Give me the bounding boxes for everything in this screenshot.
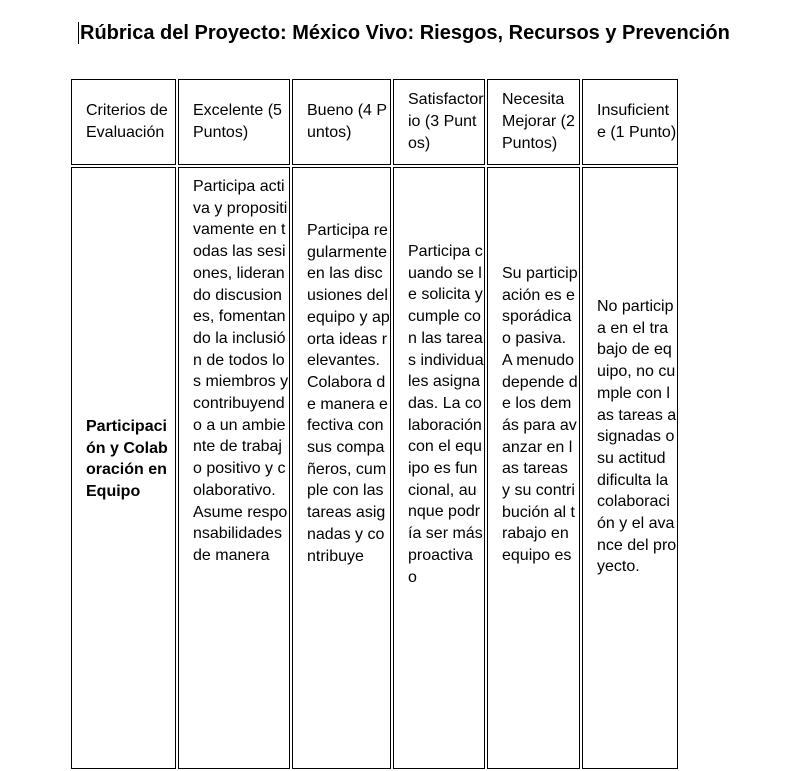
descriptor-satisfactorio: Participa cuando se le solicita y cumple con las tareas individuales asignadas. La colaboración con el equipo es funcional, aunque podría ser más proactiva o (408, 243, 484, 586)
descriptor-insuficiente: No participa en el trabajo de equipo, no cumple con las tareas asignadas o su actitud dificulta la colaboración y el avance del proyecto. (597, 298, 677, 576)
header-bueno: Bueno (4 Puntos) (292, 79, 391, 165)
cell-excelente (178, 167, 290, 769)
header-excelente: Excelente (5 Puntos) (178, 79, 290, 165)
header-necesita-mejorar: Necesita Mejorar (2 Puntos) (487, 79, 580, 165)
cell-necesita-mejorar (487, 167, 580, 769)
descriptor-bueno: Participa regularmente en las discusiones del equipo y aporta ideas relevantes. Colabora de manera efectiva con sus compañeros, cumple con las tareas asignadas y contribuye (307, 222, 390, 565)
rubric-table (69, 77, 680, 771)
table-header-row (71, 79, 678, 165)
cell-criterion (71, 167, 176, 769)
descriptor-necesita-mejorar: Su participación es esporádica o pasiva. A menudo depende de los demás para avanzar en las tareas y su contribución al trabajo en equipo es (502, 265, 578, 565)
header-satisfactorio: Satisfactorio (3 Puntos) (393, 79, 485, 165)
table-row (71, 167, 678, 769)
cell-bueno (292, 167, 391, 769)
criterion-label: Participación y Colaboración en Equipo (86, 418, 168, 501)
header-criterios: Criterios de Evaluación (71, 79, 176, 165)
document-title: Rúbrica del Proyecto: México Vivo: Riesgos, Recursos y Prevención (80, 22, 730, 44)
cell-insuficiente (582, 167, 678, 769)
descriptor-excelente: Participa activa y propositivamente en todas las sesiones, liderando discusiones, fomentando la inclusión de todos los miembros y contribuyendo a un ambiente de trabajo positivo y colaborativo. Asume responsabilidades de manera (193, 178, 289, 564)
header-insuficiente: Insuficiente (1 Punto) (582, 79, 678, 165)
cell-satisfactorio (393, 167, 485, 769)
text-cursor (78, 22, 79, 44)
